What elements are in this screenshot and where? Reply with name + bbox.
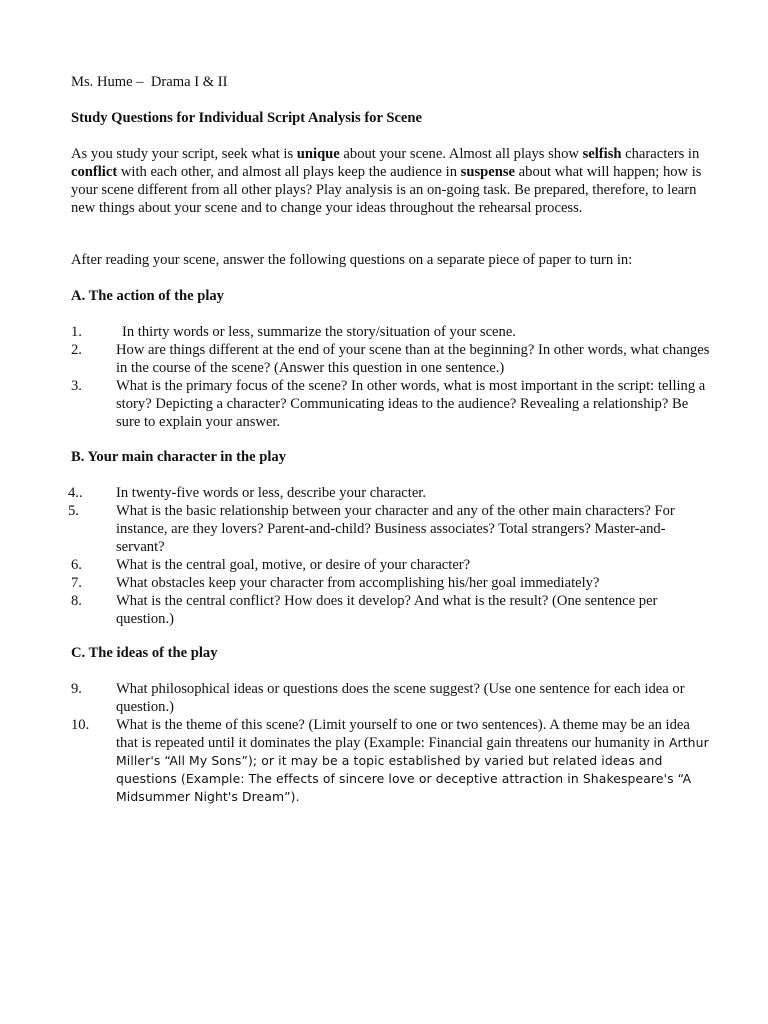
- intro-paragraph: [71, 145, 711, 217]
- keyword-unique: unique: [296, 146, 340, 162]
- question-item: [0, 680, 710, 716]
- question-item: [0, 484, 710, 502]
- section-b-questions: [0, 484, 768, 628]
- document-header: [71, 73, 227, 91]
- question-item: [0, 377, 710, 431]
- keyword-conflict: conflict: [71, 164, 118, 180]
- intro-text: characters in: [621, 146, 700, 162]
- question-text: What is the central conflict? How does it develop? And what is the result? (One sentence per question.): [116, 593, 658, 627]
- question-text: In twenty-five words or less, describe your character.: [116, 485, 427, 501]
- question-number: 1.: [71, 324, 82, 340]
- question-number: 3.: [71, 378, 82, 394]
- question-item: [0, 574, 710, 592]
- question-number: 2.: [71, 342, 82, 358]
- question-item: [0, 716, 710, 806]
- document-title: Study Questions for Individual Script Analysis for Scene: [71, 110, 422, 126]
- question-number: 4..: [68, 485, 83, 501]
- question-text: What is the theme of this scene? (Limit yourself to one or two sentences). A theme may be an idea that is repeated until it dominates the play (Example: Financial gain threatens our humanity: [116, 717, 690, 751]
- question-number: 5.: [68, 503, 79, 519]
- section-b-heading: B. Your main character in the play: [71, 449, 286, 465]
- question-item: [0, 341, 710, 377]
- question-item: [0, 323, 710, 341]
- section-a-questions: [0, 323, 768, 431]
- intro-text: As you study your script, seek what is: [71, 146, 297, 162]
- keyword-suspense: suspense: [460, 164, 516, 180]
- teacher-name: Ms. Hume –: [71, 74, 144, 90]
- intro-text: about what will happen; how is your scene different from all other plays? Play analysis is an on-going task. Be prepared, therefore, to learn new things about your scene and to change your ideas throughout the rehearsal process.: [71, 164, 702, 216]
- question-text: What philosophical ideas or questions does the scene suggest? (Use one sentence for each idea or question.): [116, 681, 685, 715]
- intro-text: with each other, and almost all plays keep the audience in: [117, 164, 461, 180]
- section-a-heading: A. The action of the play: [71, 288, 224, 304]
- question-text: What is the basic relationship between your character and any of the other main characters? For instance, are they lovers? Parent-and-child? Business associates? Total strangers? Master-and-servant?: [116, 503, 675, 555]
- course-name: Drama I & II: [150, 74, 228, 90]
- intro-text: about your scene. Almost all plays show: [339, 146, 583, 162]
- question-text-continued: in Arthur Miller's “All My Sons”); or it may be a topic established by varied but related ideas and questions (Example: The effects of sincere love or deceptive attraction in Shakespeare's “A Midsummer Night's Dream”).: [116, 735, 709, 804]
- question-number: 9.: [71, 681, 82, 697]
- question-text: What obstacles keep your character from accomplishing his/her goal immediately?: [116, 575, 600, 591]
- question-text: How are things different at the end of your scene than at the beginning? In other words, what changes in the course of the scene? (Answer this question in one sentence.): [116, 342, 710, 376]
- section-c-questions: [0, 680, 768, 806]
- question-text: What is the primary focus of the scene? In other words, what is most important in the script: telling a story? Depicting a character? Communicating ideas to the audience? Revealing a relationship? Be sure to explain your answer.: [116, 378, 706, 430]
- question-number: 10.: [71, 717, 90, 733]
- question-number: 7.: [71, 575, 82, 591]
- instruction-paragraph: After reading your scene, answer the following questions on a separate piece of paper to turn in:: [71, 252, 633, 268]
- question-item: [0, 502, 710, 556]
- keyword-selfish: selfish: [582, 146, 622, 162]
- question-item: [0, 592, 710, 628]
- question-number: 8.: [71, 593, 82, 609]
- question-text: What is the central goal, motive, or desire of your character?: [116, 557, 471, 573]
- question-text: In thirty words or less, summarize the story/situation of your scene.: [122, 324, 516, 340]
- section-c-heading: C. The ideas of the play: [71, 645, 218, 661]
- question-item: [0, 556, 710, 574]
- question-number: 6.: [71, 557, 82, 573]
